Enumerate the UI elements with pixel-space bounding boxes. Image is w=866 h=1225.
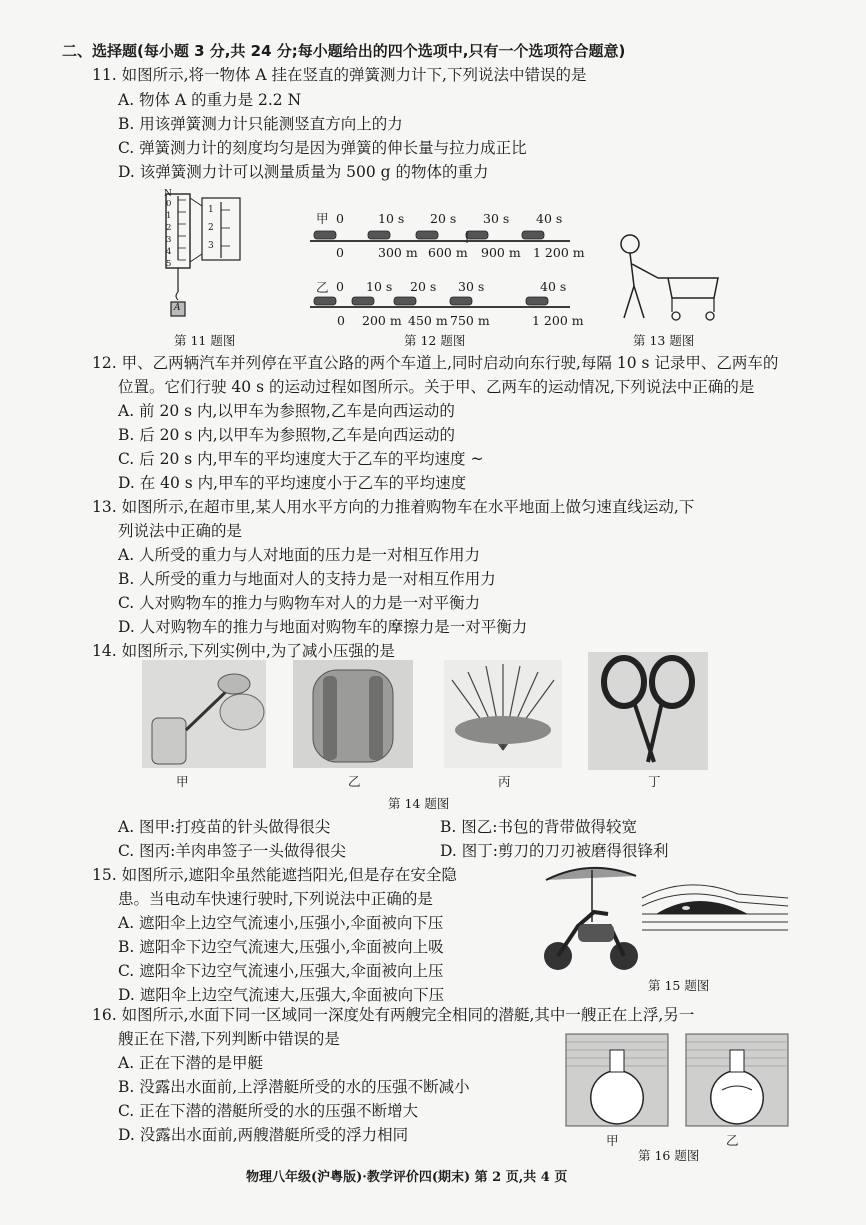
q12-stem-line2: 位置。它们行驶 40 s 的运动过程如图所示。关于甲、乙两车的运动情况,下列说法中正确的是 [118,378,755,396]
time-40-row2: 40 s [540,279,567,294]
scissors-photo [588,652,708,770]
q15-stem-line2: 患。当电动车快速行驶时,下列说法中正确的是 [118,890,433,908]
q11-option-b[interactable]: B. 用该弹簧测力计只能测竖直方向上的力 [118,115,403,133]
scale-tick-0: 0 [166,199,172,209]
car-yi-label: 乙 [316,280,329,295]
dist-0-row2: 0 [337,313,345,328]
q16-option-b[interactable]: B. 没露出水面前,上浮潜艇所受的水的压强不断减小 [118,1078,470,1096]
q13-option-c[interactable]: C. 人对购物车的推力与购物车对人的力是一对平衡力 [118,594,481,612]
time-0-row1: 0 [336,211,344,226]
scale-tick-1: 1 [166,211,172,221]
time-40-row1: 40 s [536,211,563,226]
schoolbag-photo [293,660,413,768]
q13-option-b[interactable]: B. 人所受的重力与地面对人的支持力是一对相互作用力 [118,570,496,588]
zoom-tick-3: 3 [208,241,214,251]
q15-option-c[interactable]: C. 遮阳伞下边空气流速小,压强大,伞面被向上压 [118,962,444,980]
q11-option-c[interactable]: C. 弹簧测力计的刻度均匀是因为弹簧的伸长量与拉力成正比 [118,139,527,157]
q12-option-b[interactable]: B. 后 20 s 内,以甲车为参照物,乙车是向西运动的 [118,426,456,444]
q13-option-a[interactable]: A. 人所受的重力与人对地面的压力是一对相互作用力 [118,546,481,564]
q11-stem: 11. 如图所示,将一物体 A 挂在竖直的弹簧测力计下,下列说法中错误的是 [92,66,587,84]
q15-stem-line1: 15. 如图所示,遮阳伞虽然能遮挡阳光,但是存在安全隐 [92,866,457,884]
q14-label-bing: 丙 [498,774,511,789]
q15-option-b[interactable]: B. 遮阳伞下边空气流速大,压强小,伞面被向上吸 [118,938,444,956]
q16-label-jia: 甲 [606,1133,619,1148]
q14-label-jia: 甲 [176,774,189,789]
q16-stem-line1: 16. 如图所示,水面下同一区域同一深度处有两艘完全相同的潜艇,其中一艘正在上浮,另一 [92,1006,695,1024]
fig16-caption: 第 16 题图 [638,1148,700,1163]
time-10-row2: 10 s [366,279,393,294]
fig15-caption: 第 15 题图 [648,978,710,993]
q13-stem-line1: 13. 如图所示,在超市里,某人用水平方向的力推着购物车在水平地面上做匀速直线运动,下 [92,498,695,516]
dist-0-row1: 0 [336,245,344,260]
q13-stem-line2: 列说法中正确的是 [118,522,243,540]
q14-option-b[interactable]: B. 图乙:书包的背带做得较宽 [440,818,637,836]
q11-option-a[interactable]: A. 物体 A 的重力是 2.2 N [118,91,302,109]
time-10-row1: 10 s [378,211,405,226]
q14-stem: 14. 如图所示,下列实例中,为了减小压强的是 [92,642,395,660]
scale-tick-3: 3 [166,235,172,245]
scale-tick-5: 5 [166,259,172,269]
q14-option-d[interactable]: D. 图丁:剪刀的刀刃被磨得很锋利 [440,842,669,860]
time-20-row2: 20 s [410,279,437,294]
page-footer: 物理八年级(沪粤版)·教学评价四(期末) 第 2 页,共 4 页 [246,1170,568,1185]
scale-unit-label: N [164,189,172,199]
dist-600-row1: 600 m [428,245,468,260]
fig12-caption: 第 12 题图 [404,333,466,348]
dist-450-row2: 450 m [408,313,448,328]
q13-option-d[interactable]: D. 人对购物车的推力与地面对购物车的摩擦力是一对平衡力 [118,618,528,636]
submarine-yi-figure [682,1030,792,1130]
q12-stem-line1: 12. 甲、乙两辆汽车并列停在平直公路的两个车道上,同时启动向东行驶,每隔 10 s 记录甲、乙两车的 [92,354,779,372]
section-title: 二、选择题(每小题 3 分,共 24 分;每小题给出的四个选项中,只有一个选项符合题意) [62,42,626,60]
q14-label-yi: 乙 [348,774,361,789]
time-20-row1: 20 s [430,211,457,226]
scale-tick-2: 2 [166,223,172,233]
q15-option-d[interactable]: D. 遮阳伞上边空气流速大,压强大,伞面被向下压 [118,986,445,1004]
q12-option-c[interactable]: C. 后 20 s 内,甲车的平均速度大于乙车的平均速度 ~ [118,450,484,468]
dist-1200-row2: 1 200 m [532,313,584,328]
q16-option-c[interactable]: C. 正在下潜的潜艇所受的水的压强不断增大 [118,1102,419,1120]
q16-stem-line2: 艘正在下潜,下列判断中错误的是 [118,1030,340,1048]
time-30-row2: 30 s [458,279,485,294]
dist-200-row2: 200 m [362,313,402,328]
q16-option-a[interactable]: A. 正在下潜的是甲艇 [118,1054,264,1072]
fig13-caption: 第 13 题图 [633,333,695,348]
car-jia-label: 甲 [316,211,329,226]
q15-option-a[interactable]: A. 遮阳伞上边空气流速小,压强小,伞面被向下压 [118,914,444,932]
q11-option-d[interactable]: D. 该弹簧测力计可以测量质量为 500 g 的物体的重力 [118,163,489,181]
shopping-cart-figure [606,232,726,327]
vaccine-needle-photo [142,660,266,768]
q12-option-a[interactable]: A. 前 20 s 内,以甲车为参照物,乙车是向西运动的 [118,402,455,420]
zoom-tick-1: 1 [208,205,214,215]
skewers-photo [444,660,562,768]
dist-750-row2: 750 m [450,313,490,328]
dist-900-row1: 900 m [481,245,521,260]
q16-label-yi: 乙 [726,1133,739,1148]
q14-option-a[interactable]: A. 图甲:打疫苗的针头做得很尖 [118,818,331,836]
fig11-caption: 第 11 题图 [174,333,236,348]
car-motion-figure [300,225,580,315]
q14-option-c[interactable]: C. 图丙:羊肉串签子一头做得很尖 [118,842,346,860]
scale-tick-4: 4 [166,247,172,257]
fig14-caption: 第 14 题图 [388,796,450,811]
submarine-jia-figure [562,1030,672,1130]
q16-option-d[interactable]: D. 没露出水面前,两艘潜艇所受的浮力相同 [118,1126,409,1144]
dist-300-row1: 300 m [378,245,418,260]
time-30-row1: 30 s [483,211,510,226]
dist-1200-row1: 1 200 m [533,245,585,260]
time-0-row2: 0 [336,279,344,294]
zoom-tick-2: 2 [208,223,214,233]
q14-label-ding: 丁 [648,774,661,789]
scooter-umbrella-figure [538,862,808,974]
q12-option-d[interactable]: D. 在 40 s 内,甲车的平均速度小于乙车的平均速度 [118,474,467,492]
object-a-label: A [174,303,181,313]
